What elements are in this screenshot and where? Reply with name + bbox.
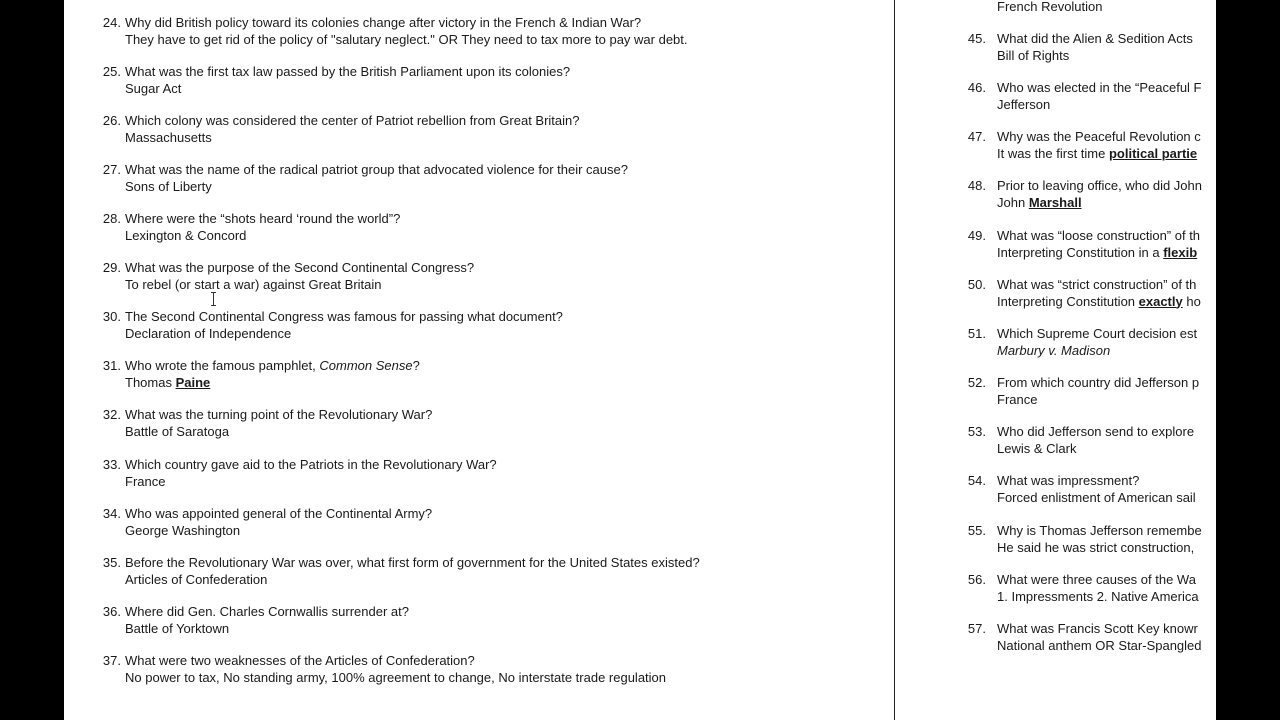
answer-text — [997, 294, 1201, 311]
question-text: Which country gave aid to the Patriots in the Revolutionary War? — [125, 457, 497, 472]
question-number: 30. — [102, 309, 121, 324]
question-text: What was the turning point of the Revolutionary War? — [125, 407, 433, 422]
question-number: 31. — [102, 358, 121, 373]
answer-text: Forced enlistment of American sail — [997, 489, 1196, 505]
question-text: Which Supreme Court decision est — [997, 326, 1198, 341]
answer-text: Sons of Liberty — [125, 178, 212, 194]
question-number: 24. — [102, 15, 121, 30]
question-number: 33. — [102, 457, 121, 472]
question-number: 32. — [102, 407, 121, 422]
answer-highlight: Marshall — [1028, 194, 1082, 210]
question-number: 48. — [967, 178, 986, 193]
answer-text-part: John — [997, 194, 1029, 210]
answer-text: Bill of Rights — [997, 47, 1070, 63]
answer-highlight: political partie — [1108, 145, 1198, 161]
question-text: What were three causes of the Wa — [997, 572, 1196, 587]
answer-text: To rebel (or start a war) against Great Britain — [125, 276, 382, 292]
question-text: What was the purpose of the Second Continental Congress? — [125, 260, 475, 275]
answer-text: They have to get rid of the policy of "salutary neglect." OR They need to tax more to pay war debt. — [125, 31, 688, 47]
question-number: 55. — [967, 523, 986, 538]
answer-text: Lexington & Concord — [125, 227, 247, 243]
question-number: 57. — [967, 621, 986, 636]
question-text: What was “loose construction” of th — [997, 228, 1201, 243]
pamphlet-title: Common Sense — [319, 358, 413, 373]
question-text: What were two weaknesses of the Articles of Confederation? — [125, 653, 475, 668]
answer-text: Marbury v. Madison — [997, 342, 1111, 358]
answer-text: National anthem OR Star-Spangled — [997, 637, 1202, 653]
answer-text: Battle of Yorktown — [125, 620, 230, 636]
question-text: Who was elected in the “Peaceful F — [997, 80, 1202, 95]
question-text: What was the name of the radical patriot group that advocated violence for their cause? — [125, 162, 628, 177]
answer-text: George Washington — [125, 522, 241, 538]
answer-text — [997, 195, 1082, 212]
question-text-part: Who wrote the famous pamphlet, — [125, 358, 320, 373]
answer-text: Massachusetts — [125, 129, 212, 145]
answer-text: France — [125, 473, 166, 489]
answer-highlight: exactly — [1138, 293, 1183, 309]
question-text: Where were the “shots heard ‘round the world”? — [125, 211, 401, 226]
question-number: 51. — [967, 326, 986, 341]
answer-text: No power to tax, No standing army, 100% agreement to change, No interstate trade regulation — [125, 669, 667, 685]
question-text: From which country did Jefferson p — [997, 375, 1200, 390]
question-text: The Second Continental Congress was famous for passing what document? — [125, 309, 563, 324]
answer-text: He said he was strict construction, — [997, 539, 1195, 555]
answer-text: Jefferson — [997, 96, 1051, 112]
question-number: 53. — [967, 424, 986, 439]
question-number: 52. — [967, 375, 986, 390]
answer-text: Articles of Confederation — [125, 571, 268, 587]
answer-highlight: Paine — [175, 374, 211, 390]
question-text: Why did British policy toward its colonies change after victory in the French & Indian War? — [125, 15, 642, 30]
question-number: 45. — [967, 31, 986, 46]
question-text: Which colony was considered the center of Patriot rebellion from Great Britain? — [125, 113, 580, 128]
worksheet-page-right — [895, 0, 1216, 720]
answer-text — [997, 245, 1197, 262]
answer-text-part: Interpreting Constitution — [997, 293, 1139, 309]
answer-text-part: Interpreting Constitution in a — [997, 244, 1164, 260]
answer-text: Declaration of Independence — [125, 325, 292, 341]
answer-text-part: ho — [1182, 293, 1201, 309]
question-number: 26. — [102, 113, 121, 128]
answer-text: Lewis & Clark — [997, 440, 1077, 456]
question-number: 25. — [102, 64, 121, 79]
question-number: 27. — [102, 162, 121, 177]
question-number: 29. — [102, 260, 121, 275]
question-text: Where did Gen. Charles Cornwallis surrender at? — [125, 604, 409, 619]
answer-text: 1. Impressments 2. Native America — [997, 588, 1199, 604]
question-text: Who did Jefferson send to explore — [997, 424, 1195, 439]
question-text: What was Francis Scott Key knowr — [997, 621, 1198, 636]
question-number: 56. — [967, 572, 986, 587]
question-text: Prior to leaving office, who did John — [997, 178, 1202, 193]
question-text: Why was the Peaceful Revolution c — [997, 129, 1201, 144]
worksheet-page-left — [64, 0, 894, 720]
question-text: Who was appointed general of the Continental Army? — [125, 506, 433, 521]
question-number: 34. — [102, 506, 121, 521]
question-number: 47. — [967, 129, 986, 144]
answer-text: Sugar Act — [125, 80, 182, 96]
answer-text: France — [997, 391, 1038, 407]
question-number: 49. — [967, 228, 986, 243]
answer-highlight: flexib — [1163, 244, 1198, 260]
answer-text-part: It was the first time — [997, 145, 1109, 161]
answer-text — [997, 146, 1197, 163]
question-text — [125, 358, 420, 375]
answer-text: Battle of Saratoga — [125, 423, 230, 439]
answer-text-part: Thomas — [125, 374, 176, 390]
question-text: Before the Revolutionary War was over, what first form of government for the United States existed? — [125, 555, 700, 570]
question-text: Why is Thomas Jefferson remembe — [997, 523, 1202, 538]
question-text: What did the Alien & Sedition Acts — [997, 31, 1193, 46]
question-text: What was impressment? — [997, 473, 1140, 488]
question-text: What was “strict construction” of th — [997, 277, 1197, 292]
question-text: What was the first tax law passed by the British Parliament upon its colonies? — [125, 64, 571, 79]
question-text-part: ? — [412, 358, 420, 373]
answer-text: French Revolution — [997, 0, 1103, 14]
text-cursor-icon — [213, 292, 214, 308]
question-number: 50. — [967, 277, 986, 292]
question-number: 46. — [967, 80, 986, 95]
question-number: 37. — [102, 653, 121, 668]
question-number: 28. — [102, 211, 121, 226]
question-number: 54. — [967, 473, 986, 488]
answer-text — [125, 375, 210, 392]
question-number: 36. — [102, 604, 121, 619]
question-number: 35. — [102, 555, 121, 570]
viewer-background — [1216, 0, 1280, 720]
